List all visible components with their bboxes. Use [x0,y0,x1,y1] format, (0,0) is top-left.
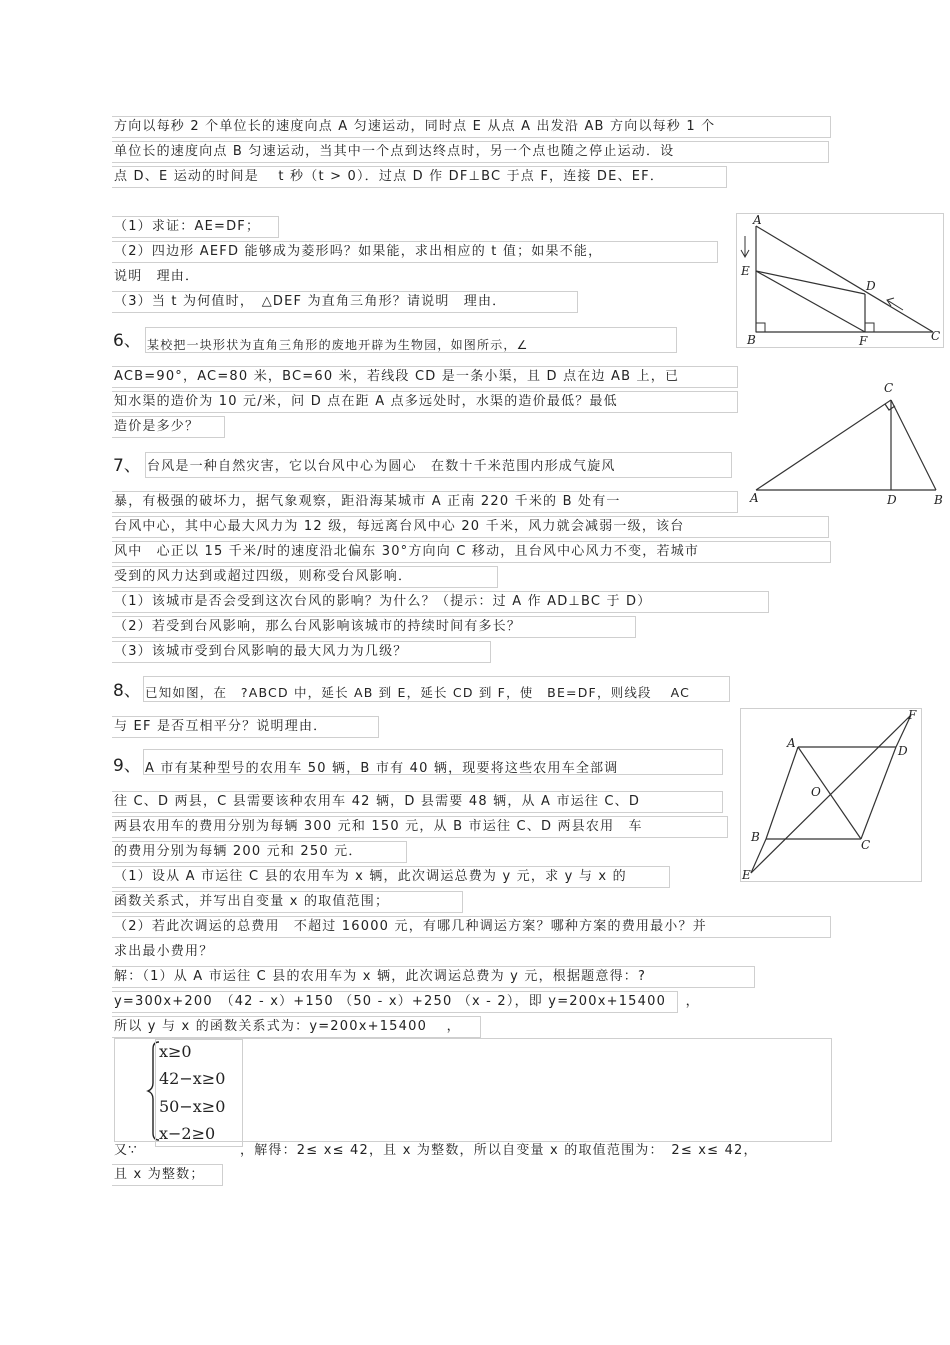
inequality-1: x≥0 [159,1042,192,1061]
solution-line: y=300x+200 （42 - x）+150 （50 - x）+250 （x - 2），即 y=200x+15400 ， [114,994,700,1009]
question-number: 8、 [113,681,141,701]
text-line: 已知如图，在 ?ABCD 中，延长 AB 到 E，延长 CD 到 F，使 BE=DF，则线段 AC [145,685,691,700]
figure-parallelogram-abcd [740,708,922,882]
label-c: C [861,838,871,852]
sub-question: （3）该城市受到台风影响的最大风力为几级？ [114,644,408,659]
sub-question: （1）求证：AE=DF； [114,219,261,234]
label-b: B [934,493,943,506]
text-line: 两县农用车的费用分别为每辆 300 元和 150 元，从 B 市运往 C、D 两县农用 车 [114,819,643,834]
text-line: 的费用分别为每辆 200 元和 250 元． [114,844,363,859]
label-d: D [898,744,908,758]
question-number: 9、 [113,756,141,776]
question-number: 7、 [113,456,141,476]
solution-line: ，解得：2≤ x≤ 42，且 x 为整数，所以自变量 x 的取值范围为： 2≤ x≤ 42， [240,1143,758,1158]
sub-question: （1）设从 A 市运往 C 县的农用车为 x 辆，此次调运总费为 y 元，求 y 与 x 的 [114,869,627,884]
label-c: C [884,381,894,395]
label-c: C [931,329,941,343]
solution-line: 且 x 为整数； [114,1167,205,1182]
text-line: 台风是一种自然灾害，它以台风中心为圆心 在数十千米范围内形成气旋风 [147,459,616,474]
text-line: 与 EF 是否互相平分？说明理由． [114,719,328,734]
text-line: 知水渠的造价为 10 元/米，问 D 点在距 A 点多远处时，水渠的造价最低？最低 [114,394,618,409]
label-a: A [787,736,796,750]
solution-line: 又∵ [114,1143,138,1158]
solution-line: 所以 y 与 x 的函数关系式为：y=200x+15400 ， [114,1019,461,1034]
label-a: A [750,491,759,505]
text-line: 风中 心正以 15 千米/时的速度沿北偏东 30°方向向 C 移动，且台风中心风力不变，若城市 [114,544,700,559]
text-line: 某校把一块形状为直角三角形的废地开辟为生物园，如图所示，∠ [147,338,529,352]
question-number: 6、 [113,331,141,351]
sub-question: （2）四边形 AEFD 能够成为菱形吗？如果能，求出相应的 t 值；如果不能， [114,244,603,259]
text-line: ACB=90°，AC=80 米，BC=60 米，若线段 CD 是一条小渠，且 D 点在边 AB 上，已 [114,369,680,384]
sub-question: 函数关系式，并写出自变量 x 的取值范围； [114,894,390,909]
inequality-system [114,1038,832,1142]
text-line: 暴，有极强的破坏力，据气象观察，距沿海某城市 A 正南 220 千米的 B 处有一 [114,494,621,509]
sub-question: 说明 理由． [114,269,200,284]
sub-question: （2）若此次调运的总费用 不超过 16000 元，有哪几种调运方案？哪种方案的费用最小？并 [114,919,707,934]
label-a: A [753,214,762,227]
sub-question: （3）当 t 为何值时， △DEF 为直角三角形？请说明 理由． [114,294,507,309]
inequality-3: 50−x≥0 [159,1097,226,1116]
label-f: F [908,709,917,722]
solution-line: 解：（1）从 A 市运往 C 县的农用车为 x 辆，此次调运总费为 y 元，根据题意得：? [114,969,647,984]
label-e: E [742,868,751,881]
sub-question: （2）若受到台风影响，那么台风影响该城市的持续时间有多长？ [114,619,522,634]
figure-quadrilateral-aefd [736,213,944,348]
inequality-2: 42−x≥0 [159,1069,226,1088]
label-b: B [747,333,756,347]
text-line: 受到的风力达到或超过四级，则称受台风影响． [114,569,413,584]
label-b: B [751,830,760,844]
text-line: 点 D、E 运动的时间是 t 秒（t > 0）．过点 D 作 DF⊥BC 于点 F，连接 DE、EF． [114,169,665,184]
label-o: O [811,785,821,799]
label-d: D [866,279,876,293]
inequality-4: x−2≥0 [159,1124,216,1143]
label-f: F [859,334,868,347]
text-line: 单位长的速度向点 B 匀速运动，当其中一个点到达终点时，另一个点也随之停止运动．设 [114,144,675,159]
sub-question: （1）该城市是否会受到这次台风的影响？为什么？（提示：过 A 作 AD⊥BC 于 D） [114,594,652,609]
text-line: 造价是多少？ [114,419,200,434]
text-line: 方向以每秒 2 个单位长的速度向点 A 匀速运动，同时点 E 从点 A 出发沿 AB 方向以每秒 1 个 [114,119,716,134]
label-d: D [887,493,897,506]
figure-triangle-acb [748,380,946,506]
label-e: E [741,264,750,278]
text-line: A 市有某种型号的农用车 50 辆，B 市有 40 辆，现要将这些农用车全部调 [145,761,619,776]
sub-question: 求出最小费用？ [114,944,214,959]
text-line: 往 C、D 两县，C 县需要该种农用车 42 辆，D 县需要 48 辆，从 A 市运往 C、D [114,794,641,809]
text-line: 台风中心，其中心最大风力为 12 级，每远离台风中心 20 千米，风力就会减弱一级，该台 [114,519,685,534]
